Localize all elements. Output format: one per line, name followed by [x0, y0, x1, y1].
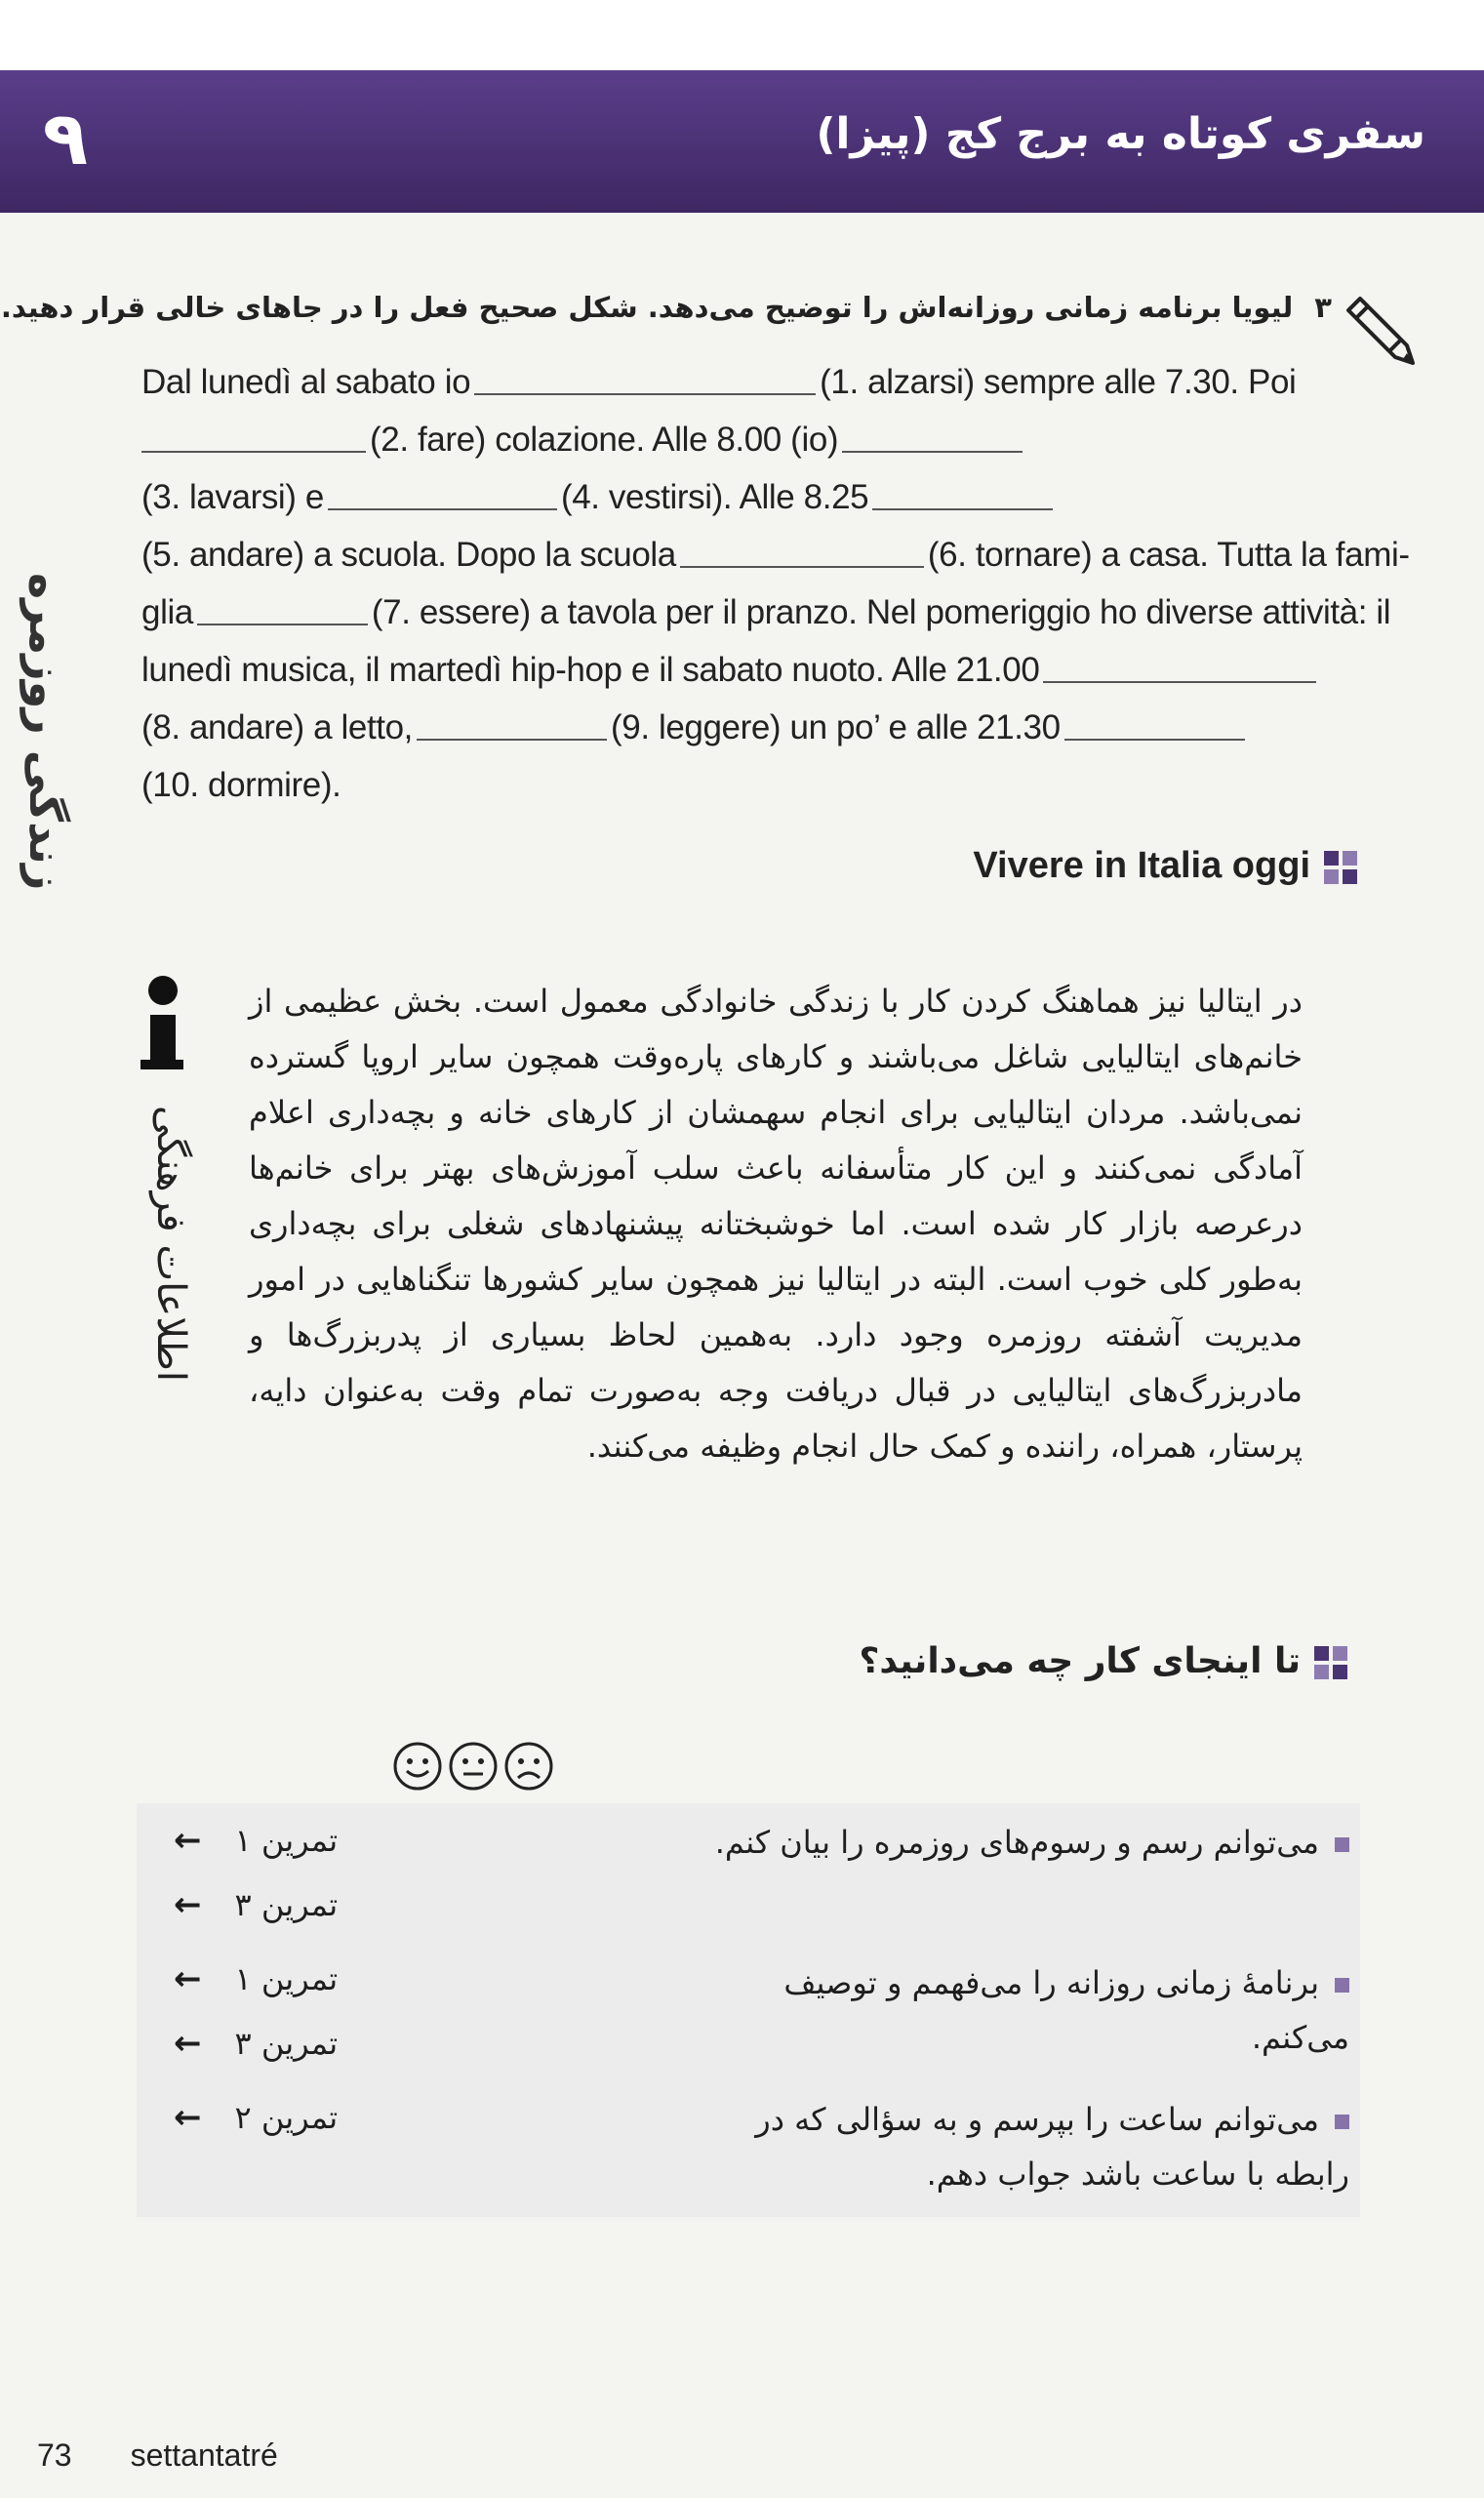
- blank-6[interactable]: [680, 533, 924, 568]
- exercise-reference-label: تمرین ۳: [234, 1886, 339, 1923]
- exercise-text-segment: Dal lunedì al sabato io: [141, 363, 471, 401]
- self-assessment-faces: [392, 1741, 559, 1793]
- exercise-line: [141, 584, 1391, 641]
- heading-squares-icon: [1324, 851, 1357, 884]
- blank-5[interactable]: [872, 475, 1053, 510]
- exercise-reference[interactable]: [174, 2016, 338, 2071]
- exercise-text-segment: glia: [141, 593, 193, 631]
- quiz-item-text: می‌توانم رسم و رسوم‌های روزمره را بیان کنم.: [714, 1824, 1319, 1861]
- blank-10[interactable]: [1064, 705, 1245, 741]
- quiz-heading-text: تا اینجای کار چه می‌دانید؟: [859, 1641, 1301, 1681]
- exercise-reference[interactable]: [174, 1813, 338, 1868]
- heading-squares-icon: [1314, 1646, 1347, 1679]
- exercise-reference-label: تمرین ۲: [234, 2099, 339, 2136]
- exercise-reference-label: تمرین ۳: [234, 2025, 339, 2062]
- blank-8[interactable]: [1043, 648, 1316, 683]
- exercise-reference-label: تمرین ۱: [234, 1822, 339, 1859]
- info-icon: [140, 976, 183, 1069]
- exercise-text: [141, 353, 1410, 814]
- side-unit-title: زندگی روزمره: [20, 573, 72, 891]
- exercise-number: ۳: [1314, 291, 1332, 324]
- exercise-text-segment: (8. andare) a letto,: [141, 708, 413, 746]
- exercise-line: [141, 526, 1410, 584]
- exercise-line: [141, 411, 1371, 468]
- chapter-number: ۹: [42, 95, 89, 181]
- bullet-square-icon: [1335, 1837, 1349, 1852]
- exercise-line: [141, 756, 1371, 814]
- exercise-line: [141, 353, 1371, 411]
- arrow-left-icon: ←: [174, 1959, 202, 1998]
- exercise-line: [141, 641, 1371, 699]
- blank-7[interactable]: [197, 590, 368, 625]
- smiling-face-icon[interactable]: [392, 1741, 443, 1792]
- blank-9[interactable]: [417, 705, 607, 741]
- quiz-item: [705, 2092, 1349, 2201]
- exercise-reference[interactable]: [174, 1877, 338, 1932]
- exercise-text-segment: (5. andare) a scuola. Dopo la scuola: [141, 536, 676, 574]
- chapter-title: سفری کوتاه به برج کج (پیزا): [816, 109, 1425, 159]
- exercise-text-segment: (3. lavarsi) e: [141, 478, 324, 516]
- bullet-square-icon: [1335, 2115, 1349, 2129]
- page-number-word: settantatré: [130, 2438, 278, 2473]
- exercise-instruction-text: لیویا برنامه زمانی روزانه‌اش را توضیح می‌دهد. شکل صحیح فعل را در جاهای خالی قرار دهید.: [0, 291, 1294, 324]
- page-footer: [37, 2438, 278, 2474]
- exercise-text-segment: lunedì musica, il martedì hip-hop e il sabato nuoto. Alle 21.00: [141, 651, 1040, 689]
- exercise-text-segment: (2. fare) colazione. Alle 8.00 (io): [370, 421, 839, 459]
- blank-3[interactable]: [842, 418, 1023, 453]
- exercise-reference[interactable]: [174, 2090, 338, 2145]
- culture-side-label: اطلاعات فرهنگی: [148, 1106, 193, 1383]
- culture-paragraph: در ایتالیا نیز هماهنگ کردن کار با زندگی خانوادگی معمول است. بخش عظیمی از خانم‌های ایتالیایی شاغل می‌باشند و کارهای پاره‌وقت همچون سایر اروپا گسترده نمی‌باشد. مردان ایتالیایی برای انجام سهمشان از کارهای خانه و بچه‌داری اعلام آمادگی نمی‌کنند و این کار متأسفانه باعث سلب آموزش‌های بهتر برای خانم‌ها درعرصه بازار کار شده است. اما خوشبختانه پیشنهادهای شغلی برای بچه‌داری به‌طور کلی خوب است. البته در ایتالیا نیز همچون سایر کشورها تنگناهایی در امور مدیریت آشفته روزمره وجود دارد. به‌همین لحاظ بسیاری از پدربزرگ‌ها و مادربزرگ‌های ایتالیایی در قبال دریافت وجه به‌صورت تمام وقت به‌عنوان دایه، پرستار، همراه، راننده و کمک حال انجام وظیفه می‌کنند.: [249, 983, 1303, 1465]
- arrow-left-icon: ←: [174, 2024, 202, 2063]
- arrow-left-icon: ←: [174, 1885, 202, 1924]
- neutral-face-icon[interactable]: [448, 1741, 499, 1792]
- culture-heading-text: Vivere in Italia oggi: [973, 845, 1310, 886]
- exercise-instruction: [0, 291, 1332, 324]
- quiz-item: [705, 1955, 1349, 2065]
- exercise-reference[interactable]: [174, 1952, 338, 2006]
- blank-2[interactable]: [141, 418, 366, 453]
- exercise-text-segment: (1. alzarsi) sempre alle 7.30. Poi: [820, 363, 1297, 401]
- quiz-item: [705, 1815, 1349, 1870]
- page-top-margin: [0, 0, 1484, 70]
- exercise-line: [141, 468, 1371, 526]
- exercise-text-segment: (9. leggere) un po’ e alle 21.30: [611, 708, 1061, 746]
- exercise-line: [141, 699, 1371, 756]
- exercise-reference-label: تمرین ۱: [234, 1960, 339, 1997]
- sad-face-icon[interactable]: [503, 1741, 554, 1792]
- quiz-item-text: می‌توانم ساعت را بپرسم و به سؤالی که در رابطه با ساعت باشد جواب دهم.: [755, 2101, 1349, 2193]
- page-number: 73: [37, 2438, 72, 2473]
- bullet-square-icon: [1335, 1978, 1349, 1993]
- arrow-left-icon: ←: [174, 2098, 202, 2137]
- culture-section-heading: [973, 845, 1357, 887]
- blank-1[interactable]: [474, 360, 816, 395]
- exercise-text-segment: (4. vestirsi). Alle 8.25: [560, 478, 869, 516]
- quiz-item-text: برنامهٔ زمانی روزانه را می‌فهمم و توصیف می‌کنم.: [783, 1964, 1349, 2056]
- arrow-left-icon: ←: [174, 1821, 202, 1860]
- exercise-text-segment: (6. tornare) a casa. Tutta la fami-: [927, 536, 1410, 574]
- exercise-text-segment: (10. dormire).: [141, 766, 341, 804]
- quiz-heading: [859, 1641, 1347, 1681]
- blank-4[interactable]: [328, 475, 557, 510]
- exercise-text-segment: (7. essere) a tavola per il pranzo. Nel pomeriggio ho diverse attività: il: [371, 593, 1391, 631]
